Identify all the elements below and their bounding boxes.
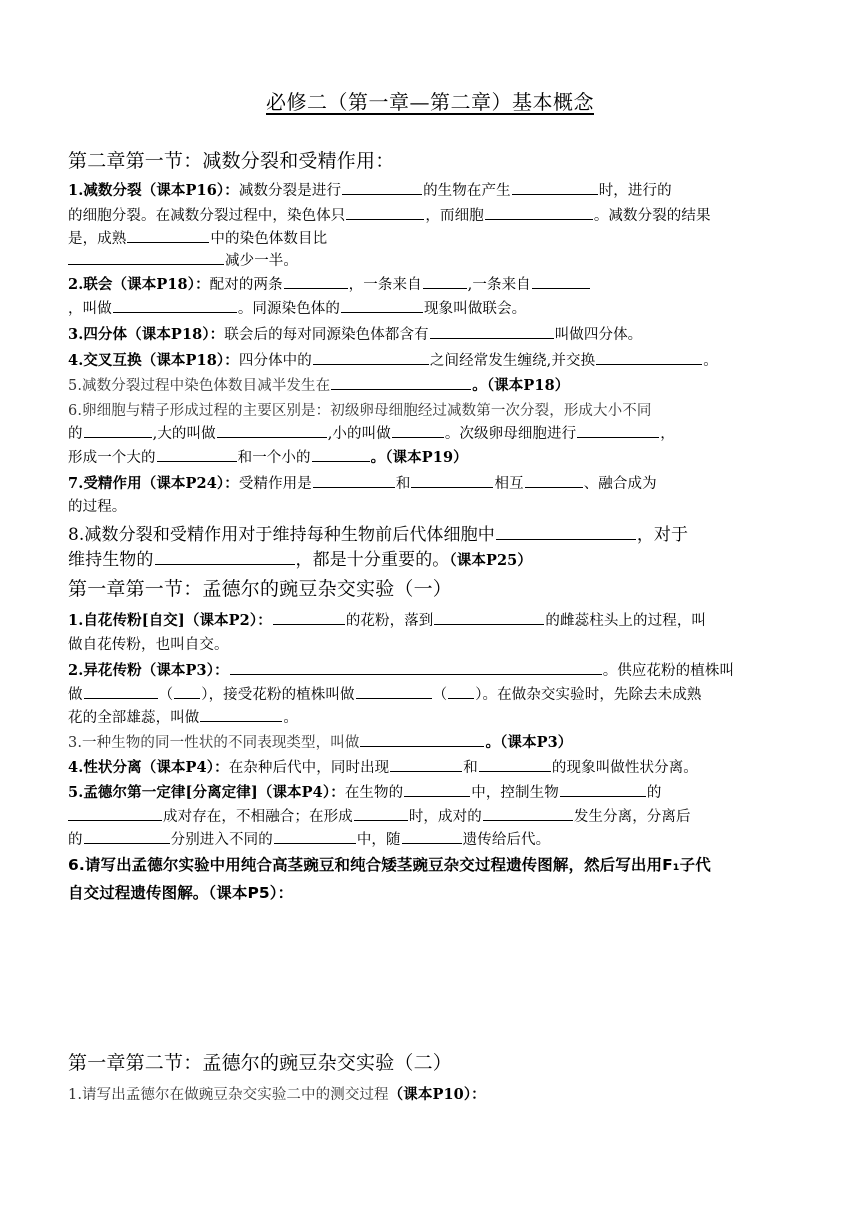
blank[interactable] <box>274 829 356 844</box>
blank[interactable] <box>313 473 395 488</box>
s2-q6-line-1 <box>68 853 788 875</box>
q6-text: 形成一个大的 <box>68 450 156 466</box>
q3-line <box>68 323 788 344</box>
s2-q5-text: 遗传给后代。 <box>462 832 551 848</box>
q3-term: 3.四分体（课本P18）： <box>68 326 225 343</box>
q2-text: ,一条来自 <box>467 277 531 293</box>
q1-text: 。减数分裂的结果 <box>593 208 711 224</box>
s2-q1-term: 1.自花传粉[自交]（课本P2）： <box>68 612 272 629</box>
s2-q5-text: 发生分离，分离后 <box>573 809 691 825</box>
s2-q2-text: 花的全部雄蕊，叫做 <box>68 710 200 726</box>
s2-q1-line-2 <box>68 633 788 654</box>
blank[interactable] <box>155 548 295 565</box>
blank[interactable] <box>360 732 484 747</box>
q8-ref: （课本P25） <box>449 552 532 569</box>
q1-text: 减数分裂是进行 <box>238 183 342 199</box>
blank[interactable] <box>434 610 544 625</box>
blank[interactable] <box>200 707 282 722</box>
blank[interactable] <box>479 757 551 772</box>
s2-q5-text: 的 <box>646 785 662 801</box>
q7-text: 相互 <box>494 476 524 492</box>
s2-q5-text: 中，控制生物 <box>471 785 559 801</box>
s2-q4-text: 和 <box>463 760 478 776</box>
q3-text: 联会后的每对同源染色体都含有 <box>224 327 429 343</box>
q1-term: 1.减数分裂（课本P16）： <box>68 182 239 199</box>
blank[interactable] <box>230 660 602 675</box>
blank[interactable] <box>404 782 470 797</box>
q4-term: 4.交叉互换（课本P18）： <box>68 352 239 369</box>
q1-text: 的细胞分裂。在减数分裂过程中，染色体只 <box>68 208 346 224</box>
q4-text: 。 <box>703 353 718 369</box>
q2-line-2 <box>68 297 788 318</box>
page-title: 必修二（第一章—第二章）基本概念 <box>266 90 594 114</box>
blank[interactable] <box>532 274 590 289</box>
q6-line-2 <box>68 422 788 443</box>
s2-q5-text: 分别进入不同的 <box>170 832 273 848</box>
q8-line-1 <box>68 520 788 545</box>
q7-text: 和 <box>395 476 411 492</box>
s2-q2-line-2 <box>68 683 788 704</box>
q7-line-1 <box>68 472 788 493</box>
blank[interactable] <box>346 205 424 220</box>
blank[interactable] <box>390 757 462 772</box>
s2-q3-ref: 。（课本P3） <box>485 734 573 751</box>
q1-line-1 <box>68 179 788 200</box>
q3-text: 叫做四分体。 <box>554 327 643 343</box>
blank[interactable] <box>84 423 152 438</box>
blank[interactable] <box>512 180 598 195</box>
blank[interactable] <box>312 447 370 462</box>
q7-line-2 <box>68 495 788 516</box>
q6-ref: 。（课本P19） <box>370 449 468 466</box>
s2-q2-text: 。 <box>283 710 299 726</box>
blank[interactable] <box>68 806 162 821</box>
q6-text: ,大的叫做 <box>152 426 216 442</box>
blank[interactable] <box>84 684 158 699</box>
q4-text: 之间经常发生缠绕,并交换 <box>429 353 596 369</box>
section-heading-mendel-1: 第一章第一节：孟德尔的豌豆杂交实验（一） <box>68 578 453 600</box>
s2-q5-text: 在生物的 <box>344 785 404 801</box>
s2-q2-term: 2.异花传粉（课本P3）： <box>68 662 229 679</box>
s2-q3-line <box>68 731 788 752</box>
s2-q2-line-1 <box>68 659 788 680</box>
q7-text: 受精作用是 <box>238 476 312 492</box>
blank[interactable] <box>157 447 237 462</box>
s2-q4-line <box>68 756 788 777</box>
section-heading-meiosis: 第二章第一节：减数分裂和受精作用： <box>68 150 395 172</box>
s2-q2-text: 。供应花粉的植株叫 <box>602 663 735 679</box>
blank[interactable] <box>127 228 209 243</box>
q8-text: ，对于 <box>636 525 689 545</box>
q8-text: 8.减数分裂和受精作用对于维持每种生物前后代体细胞中 <box>68 525 495 545</box>
q2-text: ，一条来自 <box>348 277 422 293</box>
q1-text: 中的染色体数目比 <box>210 231 328 247</box>
s2-q5-line-2 <box>68 805 788 826</box>
blank[interactable] <box>84 829 170 844</box>
s2-q4-text: 在杂种后代中，同时出现 <box>228 760 390 776</box>
s2-q5-text: 中，随 <box>356 832 401 848</box>
blank[interactable] <box>217 423 327 438</box>
blank[interactable] <box>284 274 348 289</box>
s2-q1-text: 的花粉，落到 <box>345 613 434 629</box>
blank[interactable] <box>577 423 659 438</box>
q1-text: 是，成熟 <box>68 231 127 247</box>
q6-line-3 <box>68 446 788 467</box>
s3-q1-text: 1.请写出孟德尔在做豌豆杂交实验二中的测交过程 <box>68 1087 389 1103</box>
blank[interactable] <box>113 298 237 313</box>
s2-q4-term: 4.性状分离（课本P4）： <box>68 759 229 776</box>
s2-q4-text: 的现象叫做性状分离。 <box>551 760 698 776</box>
q1-line-2 <box>68 204 788 225</box>
q6-text: 6.卵细胞与精子形成过程的主要区别是：初级卵母细胞经过减数第一次分裂，形成大小不同 <box>68 403 652 419</box>
blank[interactable] <box>496 523 636 540</box>
s2-q6-text: 6.请写出孟德尔实验中用纯合高茎豌豆和纯合矮茎豌豆杂交过程遗传图解，然后写出用F₁子代 <box>68 856 711 874</box>
q6-line-1 <box>68 399 788 420</box>
q1-line-4 <box>68 249 788 270</box>
s2-q5-term: 5.孟德尔第一定律[分离定律]（课本P4）： <box>68 784 345 801</box>
blank[interactable] <box>313 350 429 365</box>
s2-q5-line-3 <box>68 828 788 849</box>
s2-q5-text: 时，成对的 <box>408 809 482 825</box>
s2-q2-text: 做 <box>68 687 83 703</box>
q6-text: ,小的叫做 <box>327 426 391 442</box>
blank[interactable] <box>273 610 345 625</box>
q4-text: 四分体中的 <box>238 353 312 369</box>
blank[interactable] <box>423 274 467 289</box>
blank[interactable] <box>174 684 200 699</box>
q4-line <box>68 349 788 370</box>
s2-q5-text: 成对存在，不相融合；在形成 <box>163 809 353 825</box>
blank[interactable] <box>411 473 493 488</box>
blank[interactable] <box>402 829 462 844</box>
s2-q2-line-3 <box>68 706 788 727</box>
q6-text: 。次级卵母细胞进行 <box>444 426 577 442</box>
blank[interactable] <box>354 806 408 821</box>
s2-q3-text: 3.一种生物的同一性状的不同表现类型，叫做 <box>68 735 360 751</box>
blank[interactable] <box>392 423 444 438</box>
s3-q1-ref: （课本P10）： <box>388 1086 486 1103</box>
s2-q2-text: （ <box>432 687 448 703</box>
q5-text: 5.减数分裂过程中染色体数目减半发生在 <box>68 378 331 394</box>
s3-q1-line <box>68 1083 788 1104</box>
q2-text: 。同源染色体的 <box>237 301 341 317</box>
q1-text: 的生物在产生 <box>423 183 511 199</box>
blank[interactable] <box>68 250 224 265</box>
q2-term: 2.联会（课本P18）： <box>68 276 210 293</box>
q7-term: 7.受精作用（课本P24）： <box>68 475 239 492</box>
s2-q5-line-1 <box>68 781 788 802</box>
s2-q2-text: ）。在做杂交实验时，先除去未成熟 <box>475 687 702 703</box>
q5-ref: 。（课本P18） <box>472 377 570 394</box>
q6-text: 的 <box>68 426 83 442</box>
q2-text: 配对的两条 <box>209 277 283 293</box>
s2-q5-text: 的 <box>68 832 83 848</box>
q1-line-3 <box>68 227 788 248</box>
blank[interactable] <box>430 324 554 339</box>
q8-text: ，都是十分重要的。 <box>295 550 450 570</box>
q1-text: 时，进行的 <box>598 183 672 199</box>
blank[interactable] <box>341 298 423 313</box>
s2-q1-text: 的雌蕊柱头上的过程，叫 <box>545 613 707 629</box>
blank[interactable] <box>596 350 702 365</box>
s2-q6-text: 自交过程遗传图解。（课本P5）： <box>68 884 294 902</box>
s2-q2-text: ），接受花粉的植株叫做 <box>201 687 355 703</box>
q6-text: ， <box>660 426 675 442</box>
blank[interactable] <box>356 684 432 699</box>
s2-q2-text: （ <box>158 687 174 703</box>
blank[interactable] <box>525 473 583 488</box>
q6-text: 和一个小的 <box>237 450 311 466</box>
q1-text: 减少一半。 <box>225 253 298 269</box>
q5-line <box>68 374 788 395</box>
q2-text: ，叫做 <box>68 301 112 317</box>
q7-text: 的过程。 <box>68 499 127 515</box>
section-heading-mendel-2: 第一章第二节：孟德尔的豌豆杂交实验（二） <box>68 1052 453 1074</box>
blank[interactable] <box>448 684 474 699</box>
blank[interactable] <box>342 180 422 195</box>
blank[interactable] <box>331 375 471 390</box>
q8-text: 维持生物的 <box>68 550 154 570</box>
s2-q1-text: 做自花传粉，也叫自交。 <box>68 637 229 653</box>
s2-q6-line-2 <box>68 881 788 903</box>
q8-line-2 <box>68 545 788 570</box>
s2-q1-line-1 <box>68 609 788 630</box>
blank[interactable] <box>483 806 573 821</box>
q2-text: 现象叫做联会。 <box>424 301 527 317</box>
blank[interactable] <box>560 782 646 797</box>
q7-text: 、融合成为 <box>583 476 657 492</box>
q2-line-1 <box>68 273 788 294</box>
q1-text: ，而细胞 <box>425 208 484 224</box>
blank[interactable] <box>485 205 593 220</box>
